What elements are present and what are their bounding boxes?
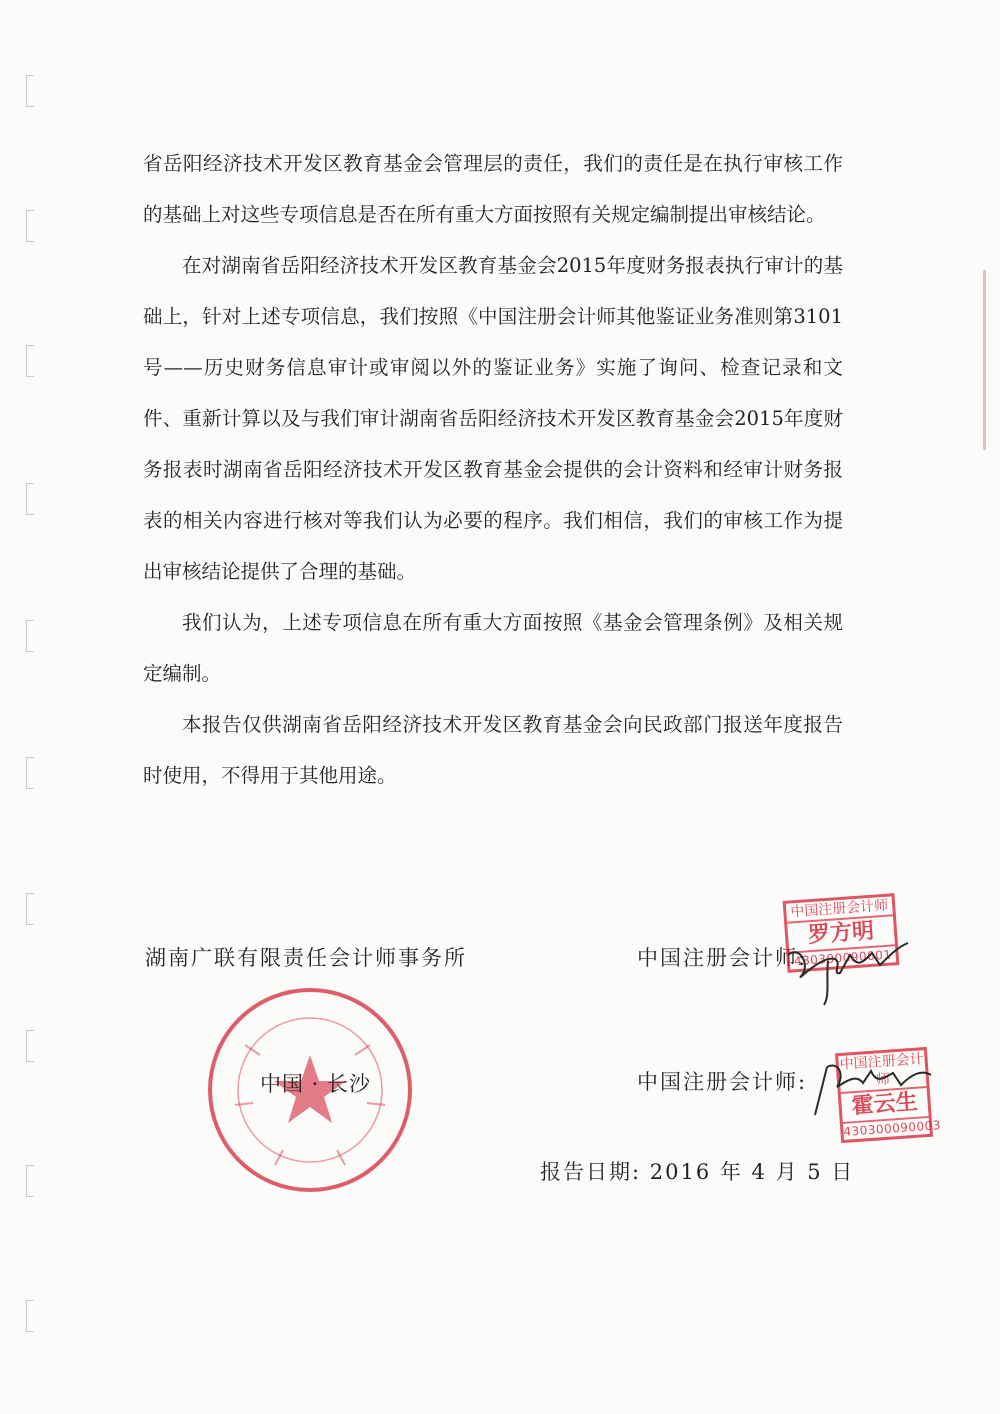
report-body	[143, 138, 843, 801]
cpa-label-2: 中国注册会计师:	[637, 1070, 808, 1094]
cpa-stamp-1-number: 430300090001	[793, 947, 892, 969]
binding-mark	[26, 483, 34, 515]
paragraph-continued: 省岳阳经济技术开发区教育基金会管理层的责任，我们的责任是在执行审核工作的基础上对这些专项信息是否在所有重大方面按照有关规定编制提出审核结论。	[143, 152, 843, 226]
binding-mark	[26, 1030, 34, 1062]
binding-mark	[26, 1300, 34, 1332]
cpa-label-1: 中国注册会计师:	[637, 946, 808, 970]
cpa-stamp-2-name: 霍云生	[841, 1088, 929, 1124]
binding-mark	[26, 1165, 34, 1197]
binding-mark	[26, 210, 34, 242]
paragraph-procedures: 在对湖南省岳阳经济技术开发区教育基金会2015年度财务报表执行审计的基础上，针对上述专项信息，我们按照《中国注册会计师其他鉴证业务准则第3101 号——历史财务信息审计或审阅以外的鉴证业务》实施了询问、检查记录和文件、重新计算以及与我们审计湖南省岳阳经济技术开发区教育基金会2015年度财务报表时湖南省岳阳经济技术开发区教育基金会提供的会计资料和经审计财务报表的相关内容进行核对等我们认为必要的程序。我们相信，我们的审核工作为提出审核结论提供了合理的基础。	[143, 254, 843, 583]
cpa-stamp-1-title: 中国注册会计师	[786, 896, 893, 923]
cpa-stamp-2-title: 中国注册会计师	[838, 1050, 926, 1094]
binding-mark	[26, 757, 34, 789]
signature-1	[780, 925, 920, 1015]
edge-stamp-fragment	[983, 270, 1000, 450]
firm-name: 湖南广联有限责任会计师事务所	[145, 946, 467, 970]
binding-mark	[26, 345, 34, 377]
binding-mark	[26, 893, 34, 925]
report-date: 报告日期: 2016 年 4 月 5 日	[540, 1160, 855, 1184]
cpa-stamp-2-number: 430300090003	[842, 1118, 942, 1139]
signature-2	[805, 1045, 940, 1135]
paragraph-usage: 本报告仅供湖南省岳阳经济技术开发区教育基金会向民政部门报送年度报告时使用，不得用于其他用途。	[143, 713, 843, 787]
cpa-stamp-1-name: 罗方明	[787, 916, 895, 953]
paragraph-conclusion: 我们认为，上述专项信息在所有重大方面按照《基金会管理条例》及相关规定编制。	[143, 611, 843, 685]
binding-mark	[26, 620, 34, 652]
firm-location: 中国 · 长沙	[260, 1072, 372, 1096]
binding-mark	[26, 75, 34, 107]
